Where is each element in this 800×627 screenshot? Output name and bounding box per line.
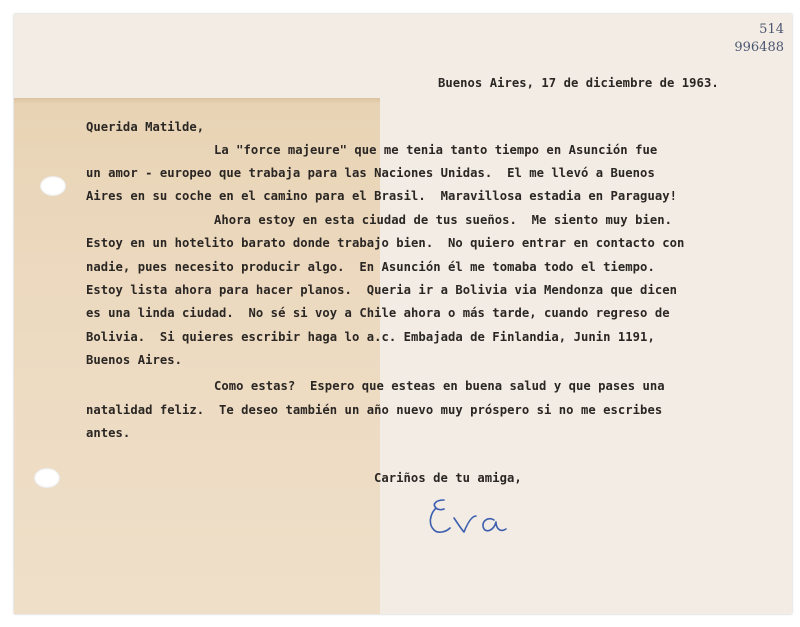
body-line-3: Aires en su coche en el camino para el Brasil. Maravillosa estadia en Paraguay!: [86, 189, 677, 203]
body-line-11: Como estas? Espero que esteas en buena salud y que pases una: [214, 379, 665, 393]
punch-hole-bottom: [34, 468, 60, 488]
body-line-6: nadie, pues necesito producir algo. En Asunción él me tomaba todo el tiempo.: [86, 260, 655, 274]
letter-page: [14, 14, 792, 614]
handwritten-signature: [424, 492, 544, 542]
salutation: Querida Matilde,: [86, 120, 205, 134]
body-line-12: natalidad feliz. Te deseo también un año nuevo muy próspero si no me escribes: [86, 403, 663, 417]
archive-number-2: 996488: [734, 40, 784, 55]
stain-edge: [14, 98, 380, 104]
body-line-7: Estoy lista ahora para hacer planos. Queria ir a Bolivia via Mendonza que dicen: [86, 283, 677, 297]
date-line: Buenos Aires, 17 de diciembre de 1963.: [438, 76, 719, 90]
body-line-8: es una linda ciudad. No sé si voy a Chile ahora o más tarde, cuando regreso de: [86, 306, 670, 320]
body-line-13: antes.: [86, 426, 131, 440]
body-line-4: Ahora estoy en esta ciudad de tus sueños. Me siento muy bien.: [214, 213, 673, 227]
closing-line: Cariños de tu amiga,: [374, 471, 522, 485]
punch-hole-top: [40, 176, 66, 196]
body-line-5: Estoy en un hotelito barato donde trabajo bien. No quiero entrar en contacto con: [86, 236, 685, 250]
body-line-2: un amor - europeo que trabaja para las Naciones Unidas. El me llevó a Buenos: [86, 166, 655, 180]
body-line-9: Bolivia. Si quieres escribir haga lo a.c. Embajada de Finlandia, Junin 1191,: [86, 330, 655, 344]
body-line-10: Buenos Aires.: [86, 353, 183, 367]
body-line-1: La "force majeure" que me tenia tanto tiempo en Asunción fue: [214, 143, 658, 157]
archive-number-block: [714, 21, 784, 57]
archive-number-1: 514: [759, 22, 784, 37]
